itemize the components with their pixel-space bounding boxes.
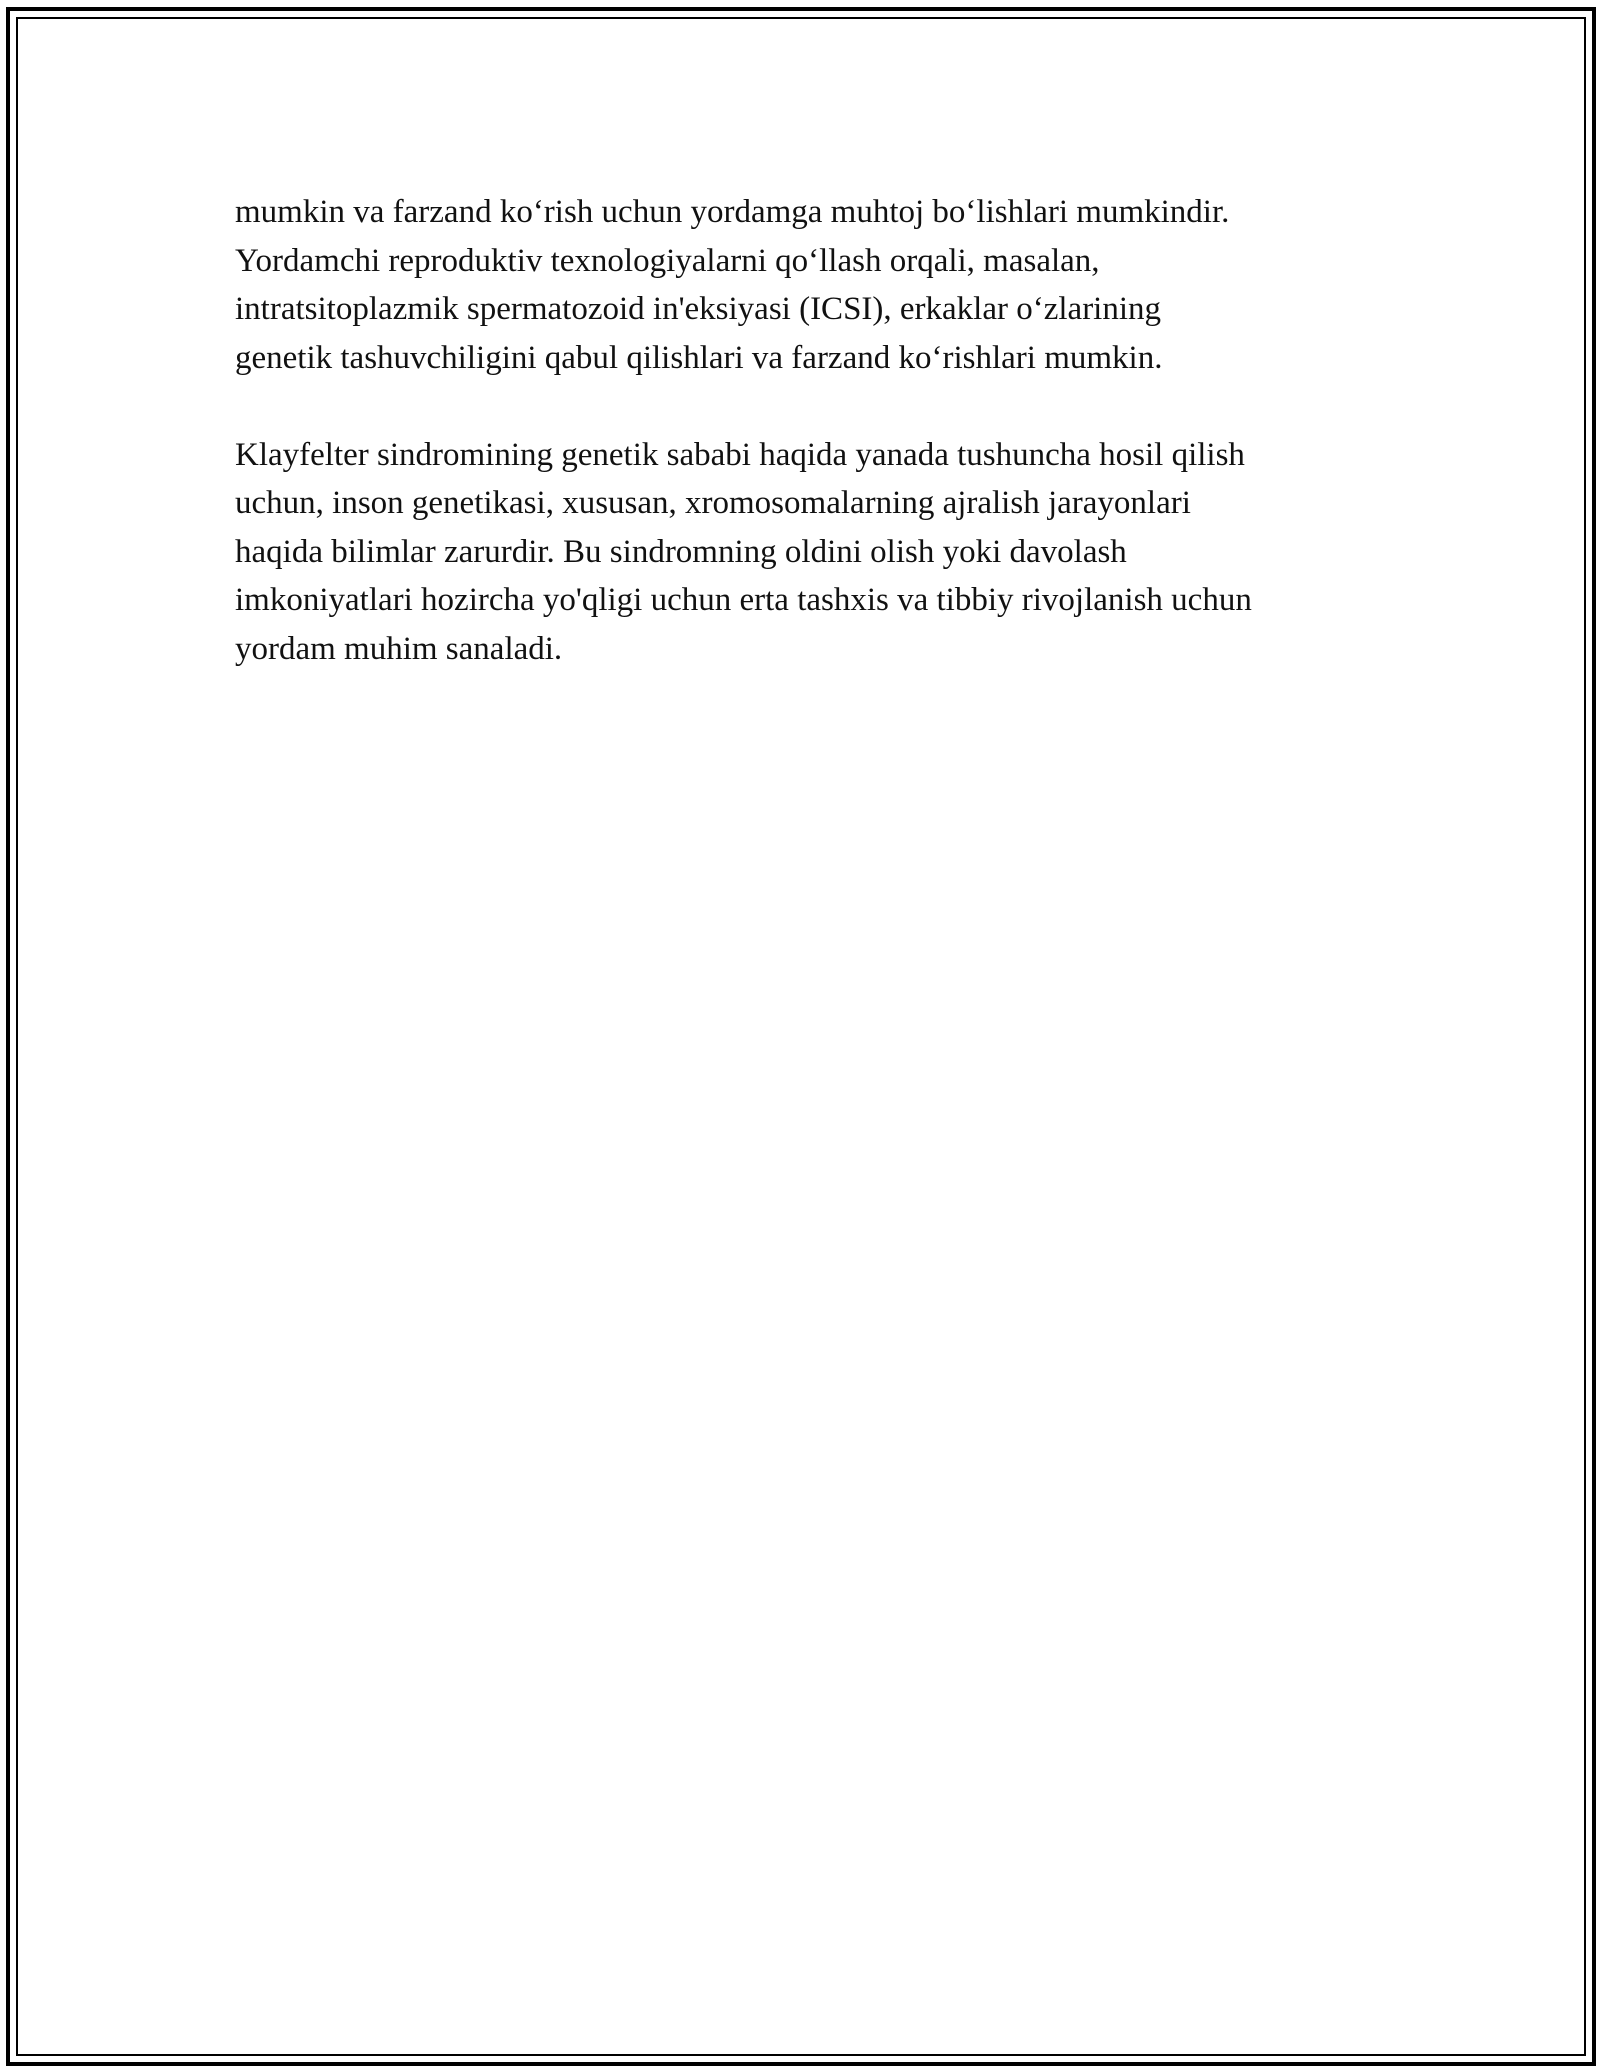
text-line: mumkin va farzand ko‘rish uchun yordamga muhtoj bo‘lishlari mumkindir.	[235, 194, 1230, 230]
paragraph-1	[235, 188, 1395, 382]
text-line: Yordamchi reproduktiv texnologiyalarni qo‘llash orqali, masalan,	[235, 242, 1100, 279]
text-line: uchun, inson genetikasi, xususan, xromosomalarning ajralish jarayonlari	[235, 485, 1191, 521]
text-line: intratsitoplazmik spermatozoid in'eksiyasi (ICSI), erkaklar o‘zlarining	[235, 291, 1162, 327]
text-line: genetik tashuvchiligini qabul qilishlari va farzand ko‘rishlari mumkin.	[235, 339, 1163, 376]
text-line: Klayfelter sindromining genetik sababi haqida yanada tushuncha hosil qilish	[235, 436, 1245, 473]
paragraph-2	[235, 431, 1395, 674]
text-line: imkoniyatlari hozircha yo'qligi uchun erta tashxis va tibbiy rivojlanish uchun	[235, 582, 1252, 618]
document-body	[235, 188, 1395, 673]
text-line: yordam muhim sanaladi.	[235, 630, 563, 667]
text-line: haqida bilimlar zarurdir. Bu sindromning oldini olish yoki davolash	[235, 533, 1127, 570]
